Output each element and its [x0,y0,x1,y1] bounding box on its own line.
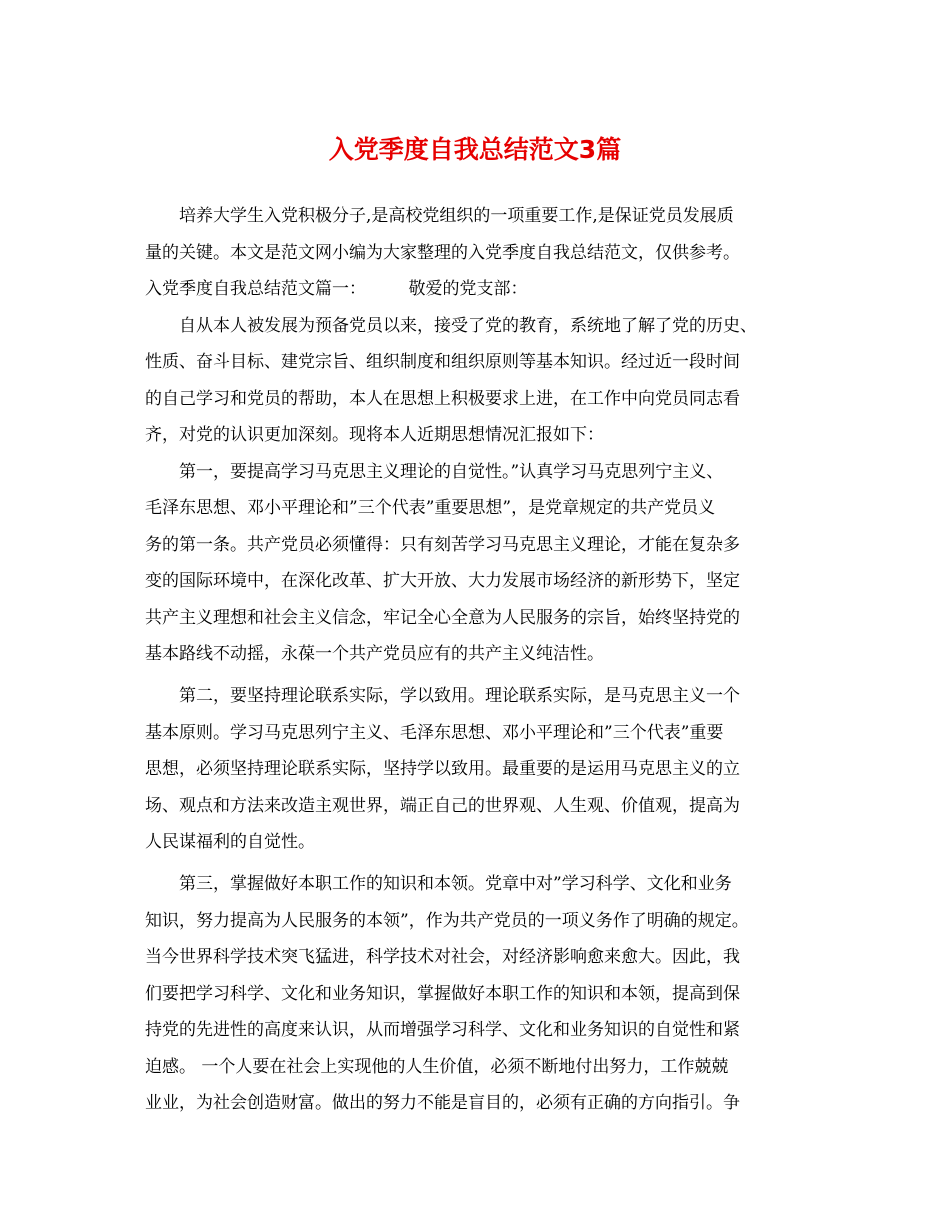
body-line: 入党季度自我总结范文篇一： 敬爱的党支部： [145,279,528,299]
body-line: 第三，掌握做好本职工作的知识和本领。党章中对”学习科学、文化和业务 [179,874,732,894]
body-line: 们要把学习科学、文化和业务知识，掌握做好本职工作的知识和本领，提高到保 [145,983,740,1004]
body-line: 变的国际环境中，在深化改革、扩大开放、大力发展市场经济的新形势下，坚定 [145,571,740,591]
body-line: 场、观点和方法来改造主观世界，端正自己的世界观、人生观、价值观，提高为 [145,795,740,816]
body-line: 齐，对党的认识更加深刻。现将本人近期思想情况汇报如下： [145,425,604,445]
document-title: 入党季度自我总结范文3篇 [328,135,622,164]
document-body [145,198,815,1122]
body-line: 性质、奋斗目标、建党宗旨、组织制度和组织原则等基本知识。经过近一段时间 [145,352,740,372]
body-line: 第一，要提高学习马克思主义理论的自觉性。”认真学习马克思列宁主义、 [179,461,724,482]
body-line: 培养大学生入党积极分子,是高校党组织的一项重要工作,是保证党员发展质 [179,206,734,226]
body-line: 第二，要坚持理论联系实际，学以致用。理论联系实际，是马克思主义一个 [179,686,740,706]
body-line: 的自己学习和党员的帮助，本人在思想上积极要求上进，在工作中向党员同志看 [145,388,740,409]
body-line: 持党的先进性的高度来认识，从而增强学习科学、文化和业务知识的自觉性和紧 [145,1020,740,1040]
body-line: 当今世界科学技术突飞猛进，科学技术对社会，对经济影响愈来愈大。因此，我 [145,947,740,967]
body-line: 自从本人被发展为预备党员以来，接受了党的教育，系统地了解了党的历史、 [179,315,757,336]
body-line: 人民谋福利的自觉性。 [145,832,315,852]
body-line: 迫感。 一个人要在社会上实现他的人生价值，必须不断地付出努力，工作兢兢 [145,1056,729,1077]
body-line: 思想，必须坚持理论联系实际，坚持学以致用。最重要的是运用马克思主义的立 [145,759,740,779]
body-line: 毛泽东思想、邓小平理论和”三个代表”重要思想”，是党章规定的共产党员义 [145,498,716,518]
body-line: 业业，为社会创造财富。做出的努力不能是盲目的，必须有正确的方向指引。争 [145,1093,740,1113]
body-line: 基本路线不动摇，永葆一个共产党员应有的共产主义纯洁性。 [145,644,604,664]
body-line: 基本原则。学习马克思列宁主义、毛泽东思想、邓小平理论和”三个代表”重要 [145,722,724,743]
body-line: 务的第一条。共产党员必须懂得：只有刻苦学习马克思主义理论，才能在复杂多 [145,534,740,555]
body-line: 知识，努力提高为人民服务的本领”，作为共产党员的一项义务作了明确的规定。 [145,910,749,931]
body-line: 量的关键。本文是范文网小编为大家整理的入党季度自我总结范文，仅供参考。 [145,242,740,263]
body-line: 共产主义理想和社会主义信念，牢记全心全意为人民服务的宗旨，始终坚持党的 [145,607,740,628]
